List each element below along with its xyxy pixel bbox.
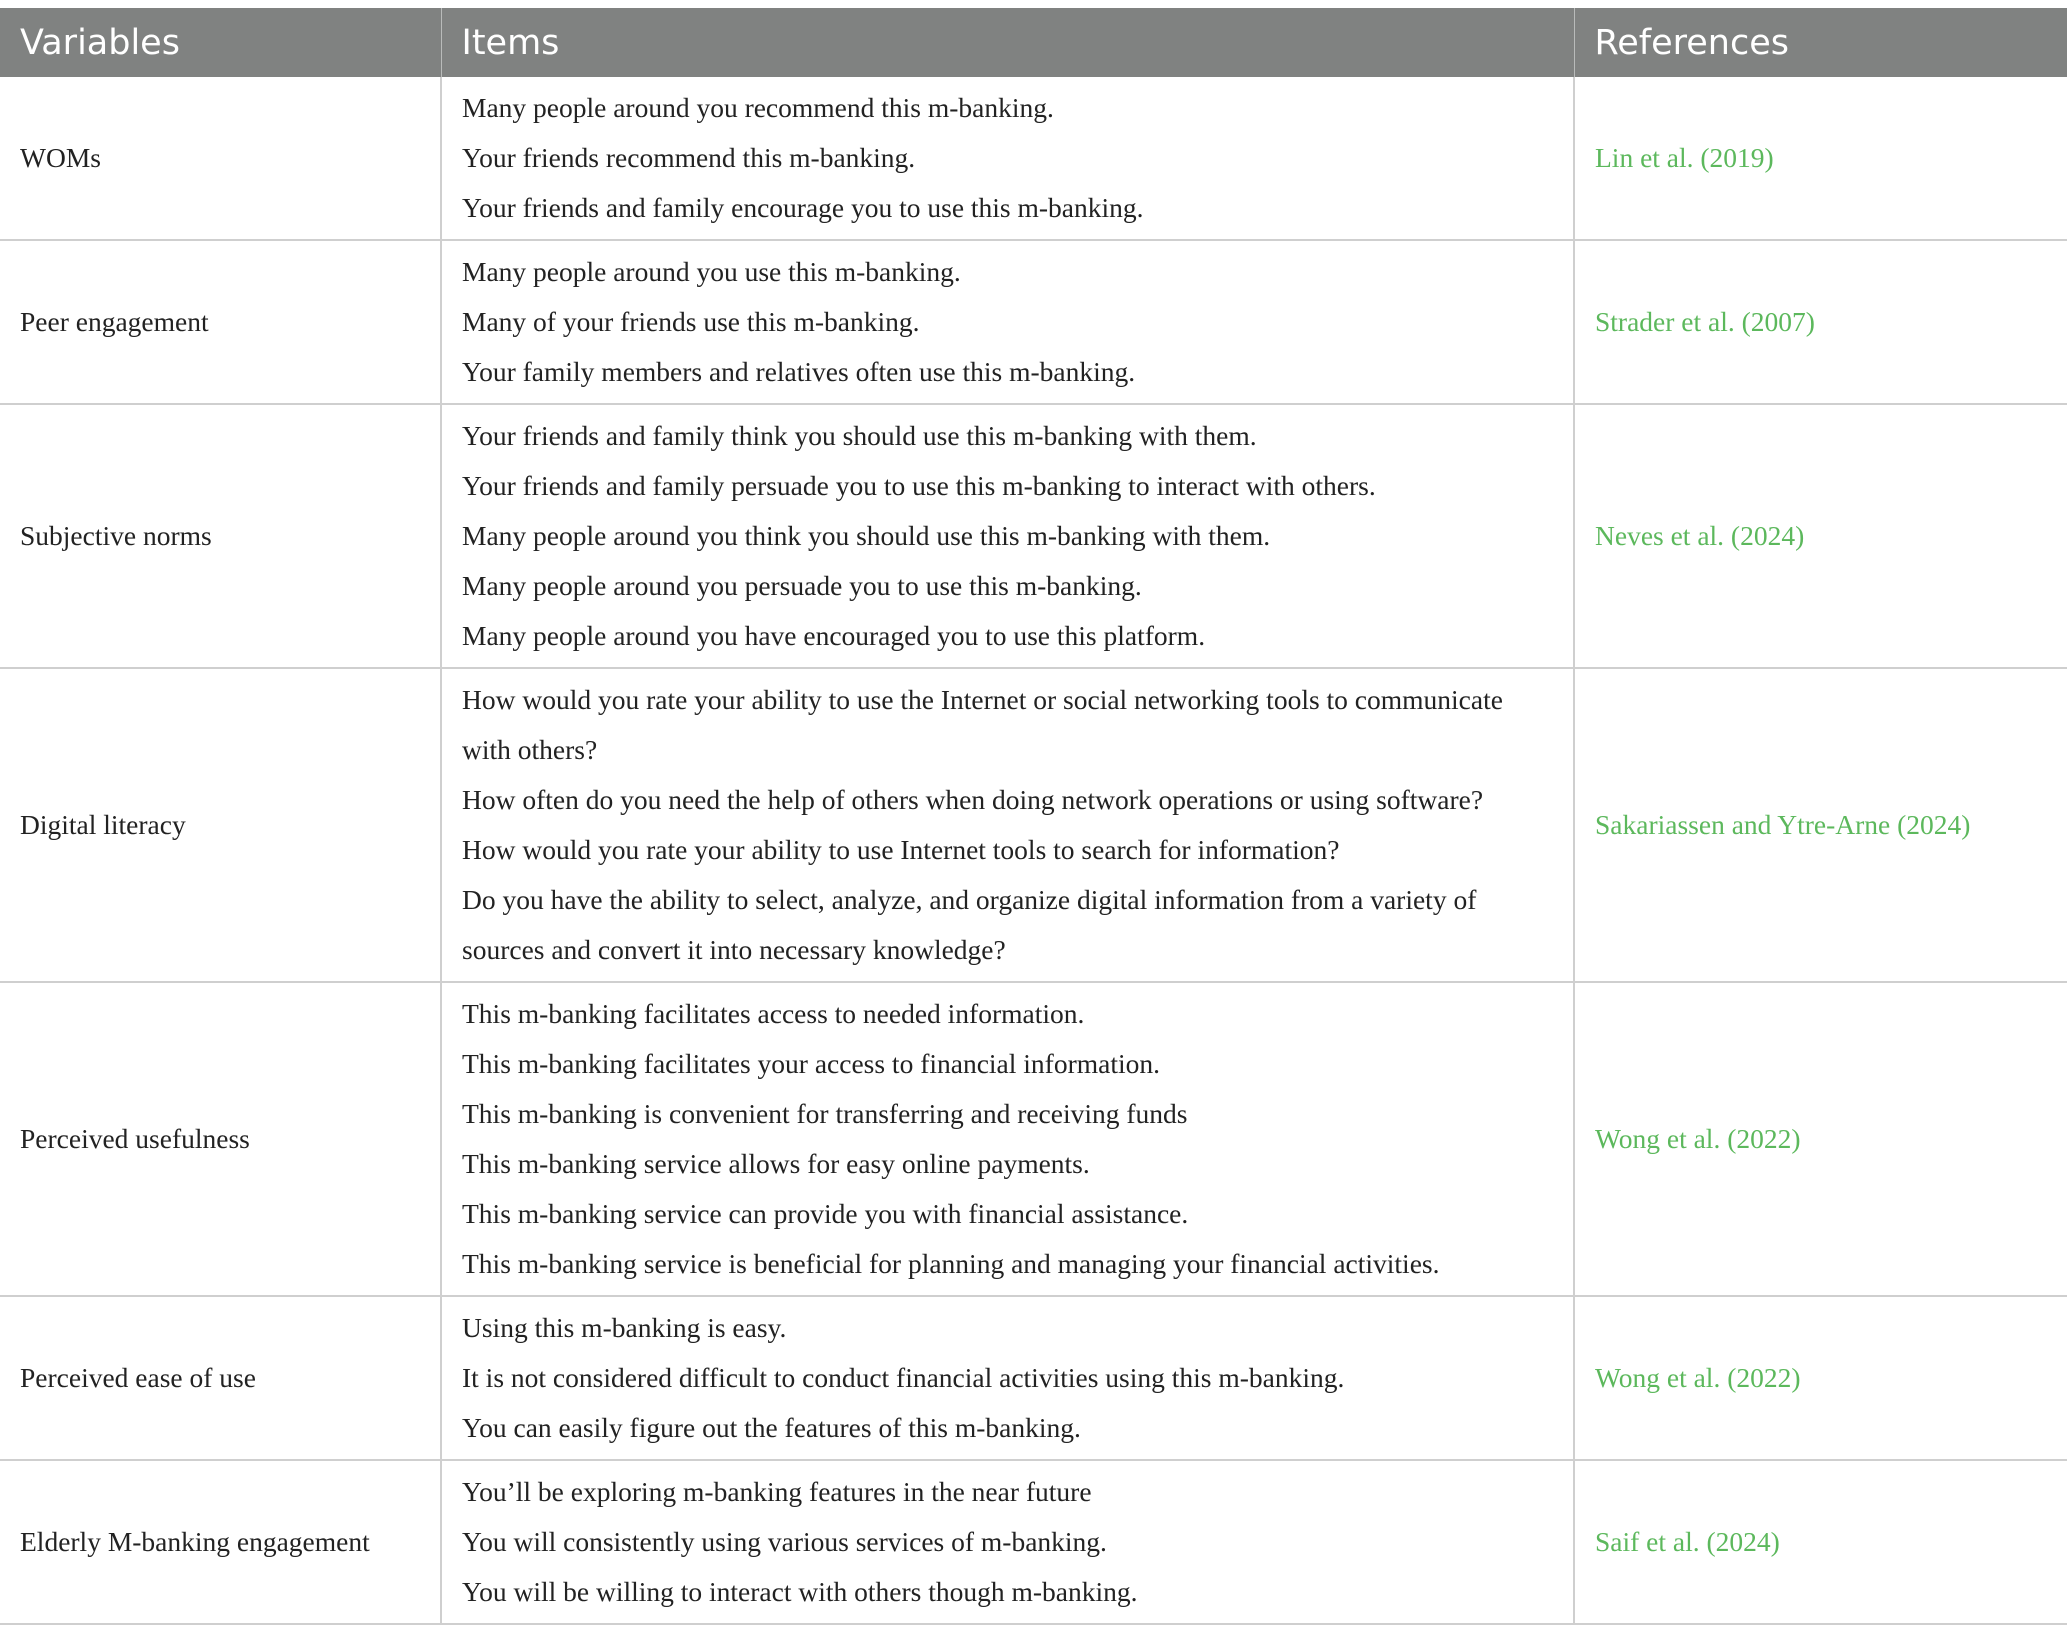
item-text: How would you rate your ability to use the Internet or social networking tools to communicate with others?	[462, 684, 1503, 765]
measurement-items-table	[0, 8, 2067, 1625]
item-text: This m-banking service allows for easy online payments.	[462, 1148, 1090, 1179]
item-text: Many of your friends use this m-banking.	[462, 306, 920, 337]
header-variables: Variables	[0, 8, 441, 77]
item-text: Using this m-banking is easy.	[462, 1312, 787, 1343]
table-row	[0, 668, 2067, 982]
table-row	[0, 1296, 2067, 1460]
item-text: How often do you need the help of others when doing network operations or using software?	[462, 784, 1484, 815]
table-row	[0, 982, 2067, 1296]
reference-link[interactable]: Wong et al. (2022)	[1574, 1296, 2067, 1460]
items-cell	[441, 668, 1574, 982]
table-row	[0, 1460, 2067, 1624]
variable-cell: Perceived ease of use	[0, 1296, 441, 1460]
variable-cell: Perceived usefulness	[0, 982, 441, 1296]
reference-link[interactable]: Lin et al. (2019)	[1574, 77, 2067, 240]
item-text: It is not considered difficult to conduct financial activities using this m-banking.	[462, 1362, 1345, 1393]
item-text: Many people around you recommend this m-banking.	[462, 92, 1054, 123]
item-text: Do you have the ability to select, analyze, and organize digital information from a variety of sources and convert it into necessary knowledge?	[462, 884, 1477, 965]
item-text: You will be willing to interact with others though m-banking.	[462, 1576, 1138, 1607]
header-items: Items	[441, 8, 1574, 77]
variable-cell: Peer engagement	[0, 240, 441, 404]
item-text: Your friends and family encourage you to use this m-banking.	[462, 192, 1144, 223]
item-text: Your family members and relatives often use this m-banking.	[462, 356, 1136, 387]
item-text: Many people around you use this m-banking.	[462, 256, 961, 287]
reference-link[interactable]: Sakariassen and Ytre-Arne (2024)	[1574, 668, 2067, 982]
item-text: This m-banking service can provide you with financial assistance.	[462, 1198, 1189, 1229]
header-row	[0, 8, 2067, 77]
item-text: Many people around you think you should use this m-banking with them.	[462, 520, 1271, 551]
item-text: How would you rate your ability to use Internet tools to search for information?	[462, 834, 1340, 865]
variable-cell: Elderly M-banking engagement	[0, 1460, 441, 1624]
item-text: You will consistently using various services of m-banking.	[462, 1526, 1107, 1557]
items-cell	[441, 982, 1574, 1296]
items-cell	[441, 240, 1574, 404]
items-cell	[441, 77, 1574, 240]
table-row	[0, 77, 2067, 240]
item-text: Many people around you persuade you to use this m-banking.	[462, 570, 1142, 601]
reference-link[interactable]: Strader et al. (2007)	[1574, 240, 2067, 404]
item-text: You can easily figure out the features of this m-banking.	[462, 1412, 1081, 1443]
items-cell	[441, 1296, 1574, 1460]
items-cell	[441, 404, 1574, 668]
table-row	[0, 240, 2067, 404]
reference-link[interactable]: Saif et al. (2024)	[1574, 1460, 2067, 1624]
item-text: This m-banking service is beneficial for planning and managing your financial activities.	[462, 1248, 1440, 1279]
variable-cell: WOMs	[0, 77, 441, 240]
item-text: This m-banking facilitates your access to financial information.	[462, 1048, 1160, 1079]
item-text: Your friends and family think you should use this m-banking with them.	[462, 420, 1257, 451]
variable-cell: Digital literacy	[0, 668, 441, 982]
table-header	[0, 8, 2067, 77]
table-row	[0, 404, 2067, 668]
item-text: Your friends recommend this m-banking.	[462, 142, 916, 173]
items-cell	[441, 1460, 1574, 1624]
item-text: Your friends and family persuade you to use this m-banking to interact with others.	[462, 470, 1376, 501]
header-references: References	[1574, 8, 2067, 77]
item-text: This m-banking is convenient for transferring and receiving funds	[462, 1098, 1188, 1129]
table-body	[0, 77, 2067, 1624]
item-text: Many people around you have encouraged you to use this platform.	[462, 620, 1206, 651]
reference-link[interactable]: Wong et al. (2022)	[1574, 982, 2067, 1296]
item-text: This m-banking facilitates access to needed information.	[462, 998, 1085, 1029]
variable-cell: Subjective norms	[0, 404, 441, 668]
reference-link[interactable]: Neves et al. (2024)	[1574, 404, 2067, 668]
item-text: You’ll be exploring m-banking features in the near future	[462, 1476, 1092, 1507]
measurement-table-container	[0, 8, 2067, 1625]
